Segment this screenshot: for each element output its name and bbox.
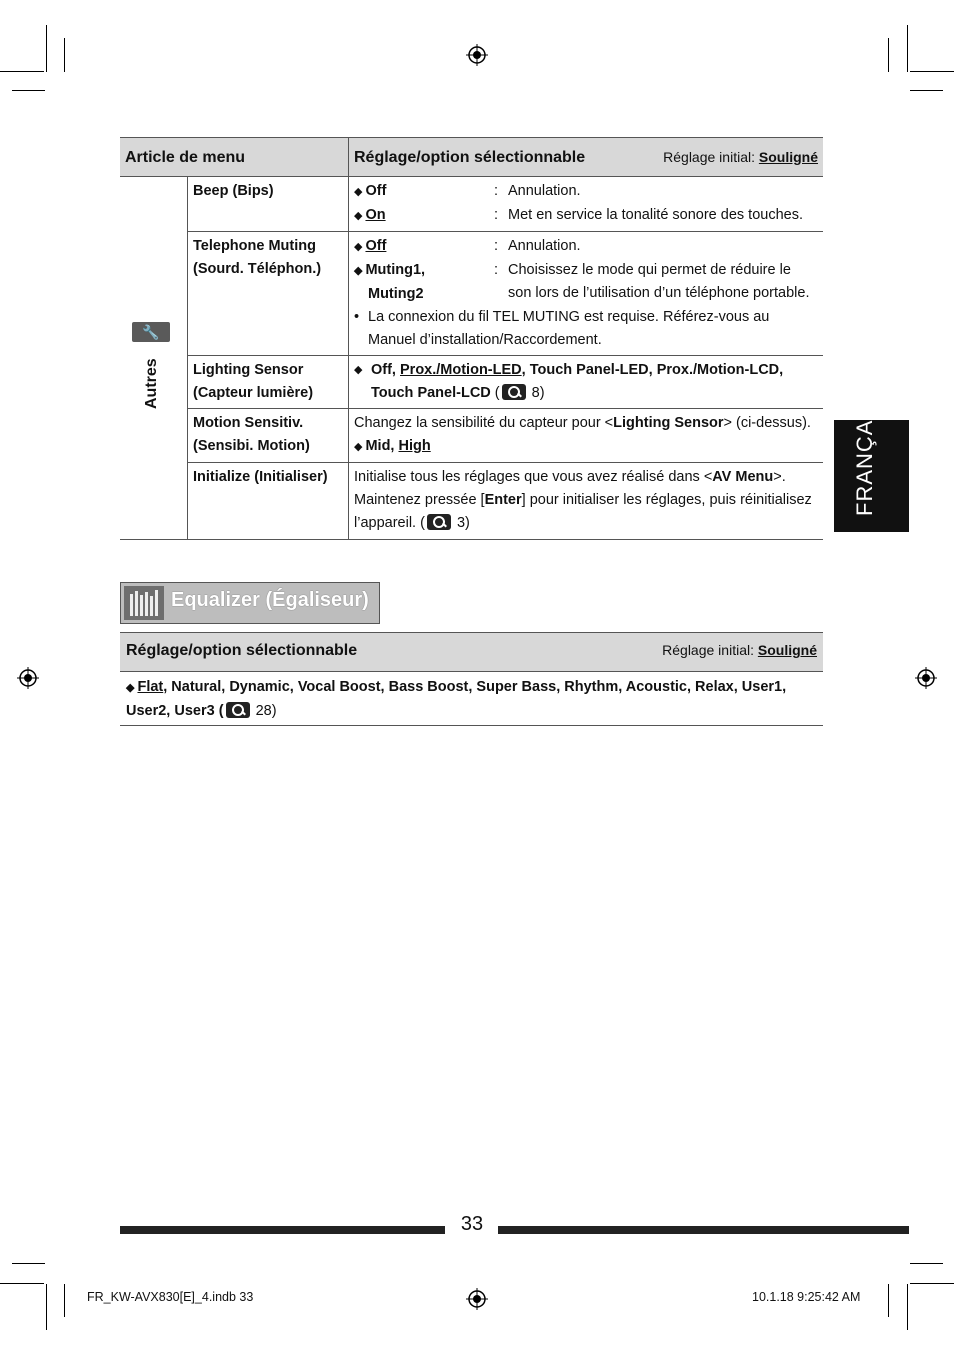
menu-item-beep: Beep (Bips): [188, 177, 349, 232]
crop-mark: [888, 38, 889, 72]
menu-item-initialize: Initialize (Initialiser): [188, 463, 349, 540]
registration-mark-icon: [466, 44, 488, 66]
header-options: Réglage/option sélectionnable Réglage initial: Souligné: [349, 138, 824, 177]
section-title: Equalizer (Égaliseur): [171, 589, 369, 611]
crop-mark: [12, 90, 45, 91]
menu-item-lighting-sensor: Lighting Sensor (Capteur lumière): [188, 356, 349, 409]
initial-setting-note: Réglage initial: Souligné: [663, 148, 818, 165]
options-initialize: Initialise tous les réglages que vous avez réalisé dans <AV Menu>. Maintenez pressée [Enter] pour initialiser les réglages, puis réinitialisez l’appareil. ( 3): [349, 463, 824, 540]
registration-mark-icon: [17, 667, 39, 689]
group-cell: [120, 177, 188, 540]
crop-mark: [0, 1283, 44, 1284]
table-row: [120, 463, 823, 540]
table-row: [120, 232, 823, 356]
reference-magnifier-icon: [226, 702, 250, 718]
initial-setting-note: Réglage initial: Souligné: [662, 642, 817, 658]
table-header: [120, 138, 823, 177]
crop-mark: [0, 71, 44, 72]
crop-mark: [12, 1263, 45, 1264]
table-row: [120, 177, 823, 232]
registration-mark-icon: [466, 1288, 488, 1310]
options-beep: ◆ Off : Annulation. ◆ On : Met en service la tonalité sonore des touches.: [349, 177, 824, 232]
options-telephone-muting: ◆ Off : Annulation. ◆ Muting1, Muting2 : Choisissez le mode qui permet de réduire le son lors de l’utilisation d’un téléphone portable. • La connexion du fil TEL MUTING est requise. Référez-vous au Manuel d’installation/Raccordement.: [349, 232, 824, 356]
crop-mark: [910, 90, 943, 91]
settings-table: [120, 137, 823, 540]
reference-magnifier-icon: [502, 384, 526, 400]
options-lighting-sensor: ◆ Off, Prox./Motion-LED, Touch Panel-LED, Prox./Motion-LCD, Touch Panel-LCD ( 8): [349, 356, 824, 409]
crop-mark: [64, 38, 65, 72]
crop-mark: [910, 1283, 954, 1284]
crop-mark: [64, 1284, 65, 1317]
crop-mark: [888, 1284, 889, 1317]
page-bar-right: [498, 1226, 909, 1234]
wrench-icon: [132, 322, 170, 342]
page-bar-left: [120, 1226, 445, 1234]
language-tab: FRANÇAIS: [834, 420, 909, 532]
equalizer-options: ◆ Flat, Natural, Dynamic, Vocal Boost, Bass Boost, Super Bass, Rhythm, Acoustic, Relax, User1, User2, User3 ( 28): [120, 671, 823, 726]
crop-mark: [46, 25, 47, 72]
page-number: 33: [460, 1213, 484, 1235]
crop-mark: [46, 1284, 47, 1330]
equalizer-header: Réglage/option sélectionnable Réglage initial: Souligné: [120, 632, 823, 672]
equalizer-section-heading: [120, 582, 380, 624]
crop-mark: [910, 71, 954, 72]
equalizer-icon: [124, 586, 164, 620]
menu-item-telephone-muting: Telephone Muting (Sourd. Téléphon.): [188, 232, 349, 356]
footer-file-info: FR_KW-AVX830[E]_4.indb 33: [87, 1290, 254, 1304]
crop-mark: [907, 25, 908, 72]
menu-item-motion-sensitivity: Motion Sensitiv. (Sensibi. Motion): [188, 409, 349, 463]
footer-timestamp: 10.1.18 9:25:42 AM: [752, 1290, 861, 1304]
crop-mark: [910, 1263, 943, 1264]
reference-magnifier-icon: [427, 514, 451, 530]
registration-mark-icon: [915, 667, 937, 689]
group-label: Autres: [143, 358, 160, 409]
options-motion-sensitivity: Changez la sensibilité du capteur pour <Lighting Sensor> (ci-dessus). ◆ Mid, High: [349, 409, 824, 463]
table-row: [120, 356, 823, 409]
header-menu-item: Article de menu: [120, 138, 349, 177]
table-row: [120, 409, 823, 463]
crop-mark: [907, 1284, 908, 1330]
